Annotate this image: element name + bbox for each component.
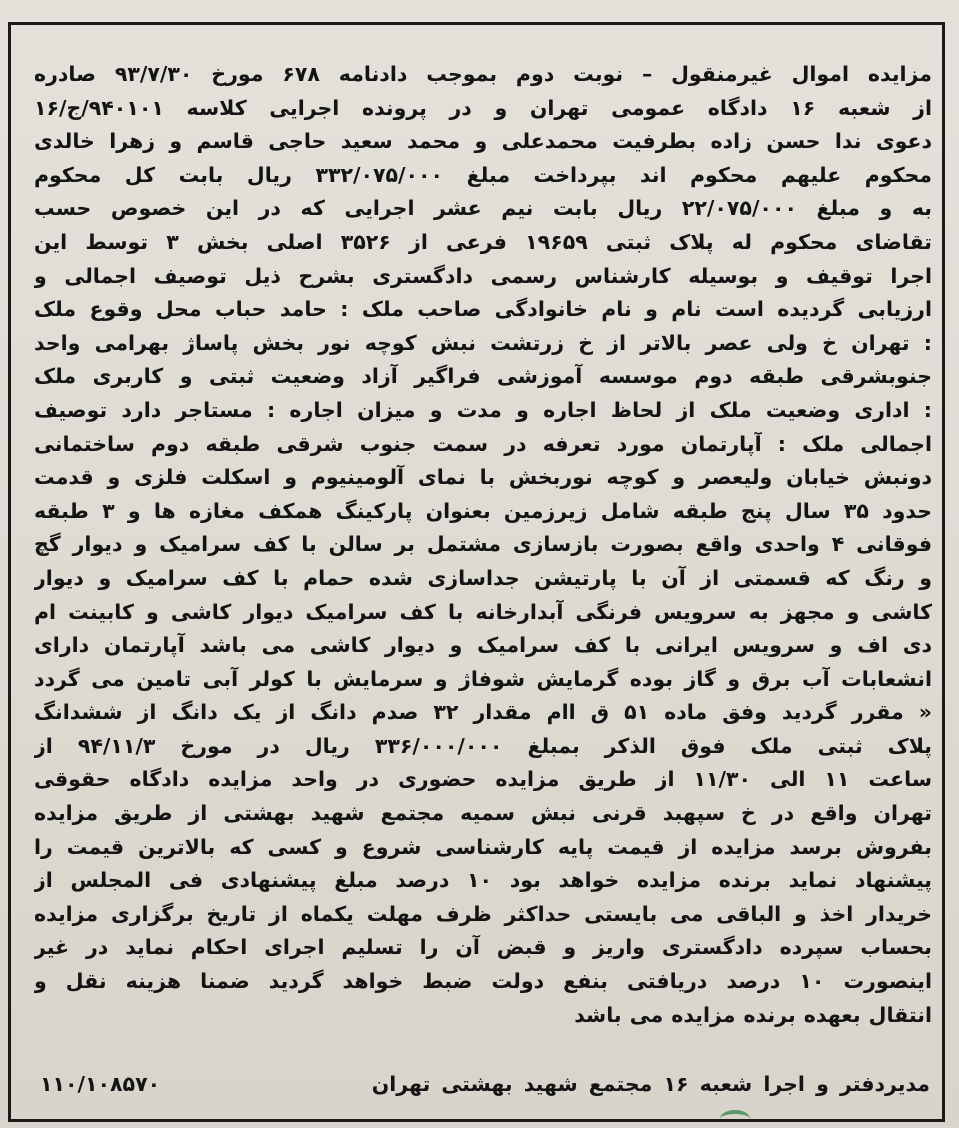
notice-line: اینصورت ۱۰ درصد دریافتی بنفع دولت ضبط خواهد گردید ضمنا هزینه نقل و	[34, 969, 932, 994]
notice-line: انشعابات آب برق و گاز بوده گرمایش شوفاژ و سرمایش با کولر آبی تامین می گردد	[34, 666, 932, 691]
notice-line: از شعبه ۱۶ دادگاه عمومی تهران و در پرونده اجرایی کلاسه ۹۴۰۱۰۱/ج/۱۶	[34, 95, 932, 120]
notice-line: بحساب سپرده دادگستری واریز و قبض آن را تسلیم اجرای احکام نماید در غیر	[34, 935, 932, 960]
notice-line: « مقرر گردید وفق ماده ۵۱ ق اام مقدار ۳۲ صدم دانگ از یک دانگ از ششدانگ	[34, 700, 932, 725]
ink-mark	[720, 1110, 750, 1128]
auction-notice-body	[34, 58, 932, 1032]
notice-line: پلاک ثبتی ملک فوق الذکر بمبلغ ۳۳۶/۰۰۰/۰۰۰ ریال در مورخ ۹۴/۱۱/۳ از	[34, 733, 932, 758]
notice-line: ساعت ۱۱ الی ۱۱/۳۰ از طریق مزایده حضوری در واحد مزایده دادگاه حقوقی	[34, 767, 932, 792]
notice-line: انتقال بعهده برنده مزایده می باشد	[574, 1002, 932, 1027]
notice-line: : اداری وضعیت ملک از لحاظ اجاره و مدت و میزان اجاره : مستاجر دارد توصیف	[34, 397, 932, 422]
notice-line: کاشی و مجهز به سرویس فرنگی آبدارخانه با کف سرامیک دیوار کاشی و کابینت ام	[34, 599, 932, 624]
notice-line: بفروش برسد مزایده از قیمت پایه کارشناسی شروع و کسی که بالاترین قیمت را	[34, 834, 932, 859]
notice-footer	[40, 1072, 930, 1096]
notice-line: دی اف و سرویس ایرانی با کف سرامیک و دیوار کاشی می باشد آپارتمان دارای	[34, 633, 932, 658]
notice-line: محکوم علیهم محکوم اند بپرداخت مبلغ ۳۳۲/۰۷۵/۰۰۰ ریال بابت کل محکوم	[34, 162, 932, 187]
notice-line: و رنگ که قسمتی از آن با پارتیشن جداسازی شده حمام با کف سرامیک و دیوار	[34, 565, 932, 590]
notice-line: پیشنهاد نماید برنده مزایده خواهد بود ۱۰ درصد مبلغ پیشنهادی فی المجلس از	[34, 868, 932, 893]
notice-line: فوقانی ۴ واحدی واقع بصورت بازسازی مشتمل بر سالن با کف سرامیک و دیوار گچ	[34, 532, 932, 557]
notice-line: خریدار اخذ و الباقی می بایستی حداکثر ظرف مهلت یکماه از تاریخ برگزاری مزایده	[34, 901, 932, 926]
notice-line: : تهران خ ولی عصر بالاتر از خ زرتشت نبش کوچه نور بخش پاساژ بهرامی واحد	[34, 330, 932, 355]
notice-line: اجمالی ملک : آپارتمان مورد تعرفه در سمت جنوب شرقی طبقه دوم ساختمانی	[34, 431, 932, 456]
notice-line: جنوبشرقی طبقه دوم موسسه آموزشی فراگیر آزاد وضعیت ثبتی و کاربری ملک	[34, 364, 932, 389]
notice-code: ۱۱۰/۱۰۸۵۷۰	[40, 1072, 161, 1096]
notice-line: تهران واقع در خ سپهبد قرنی نبش سمیه مجتمع شهید بهشتی از طریق مزایده	[34, 801, 932, 826]
notice-line: مزایده اموال غیرمنقول – نوبت دوم بموجب دادنامه ۶۷۸ مورخ ۹۳/۷/۳۰ صادره	[34, 62, 932, 86]
notice-line: دعوی ندا حسن زاده بطرفیت محمدعلی و محمد سعید حاجی قاسم و زهرا خالدی	[34, 129, 932, 154]
notice-line: ارزیابی گردیده است نام و نام خانوادگی صاحب ملک : حامد حباب محل وقوع ملک	[34, 297, 932, 322]
office-signature: مدیردفتر و اجرا شعبه ۱۶ مجتمع شهید بهشتی تهران	[371, 1072, 930, 1096]
notice-line: اجرا توقیف و بوسیله کارشناس رسمی دادگستری بشرح ذیل توصیف اجمالی و	[34, 263, 932, 288]
notice-line: به و مبلغ ۲۲/۰۷۵/۰۰۰ ریال بابت نیم عشر اجرایی که در این خصوص حسب	[34, 196, 932, 221]
notice-line: تقاضای محکوم له پلاک ثبتی ۱۹۶۵۹ فرعی از ۳۵۲۶ اصلی بخش ۳ توسط این	[34, 229, 932, 254]
notice-line: دونبش خیابان ولیعصر و کوچه نوربخش با نمای آلومینیوم و اسکلت فلزی و قدمت	[34, 465, 932, 490]
notice-line: حدود ۳۵ سال پنج طبقه شامل زیرزمین بعنوان پارکینگ همکف مغازه ها و ۳ طبقه	[34, 498, 932, 523]
